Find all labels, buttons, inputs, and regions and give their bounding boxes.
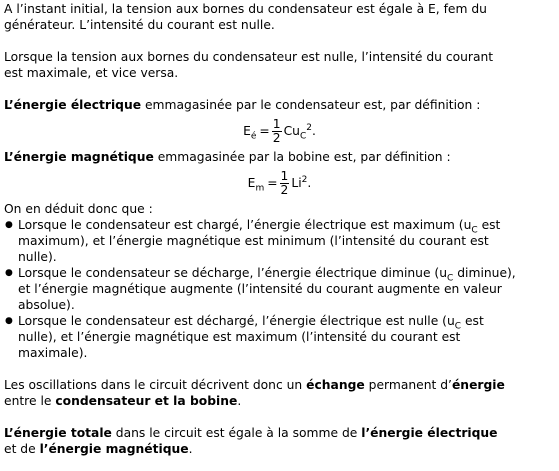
paragraph-tension-intensity [4,49,555,81]
text-line: Lorsque la tension aux bornes du condensateur est nulle, l’intensité du courant [4,50,494,64]
formula-lhs: $E_m$ [247,176,265,194]
text-line: A l’instant initial, la tension aux bornes du condensateur est égale à E, fem du [4,2,487,16]
text-line: générateur. L’intensité du courant est nulle. [4,18,275,32]
formula-magnetic-energy [4,165,555,201]
list-item-discharged: ● Lorsque le condensateur est déchargé, l’énergie électrique est nulle ($u_C$ est nulle), et l’énergie magnétique est maximum (l’intensité du courant est maximale). [4,313,555,361]
bold-term: énergie [451,378,505,392]
formula-electric-energy [4,113,555,149]
bold-term: condensateur et la bobine [55,394,238,408]
formula-equals: = [267,176,278,190]
formula-equals: = [259,124,270,138]
text-segment: emmagasinée par la bobine est, par définition : [153,150,451,164]
text-segment: emmagasinée par le condensateur est, par définition : [141,98,481,112]
paragraph-initial-state [4,1,555,33]
paragraph-conclusion-intro: On en déduit donc que : [4,202,153,216]
list-item-discharging: ● Lorsque le condensateur se décharge, l’énergie électrique diminue ($u_C$ diminue), et l’énergie magnétique augmente (l’intensité du courant augmente en valeur absolue). [4,265,555,313]
formula-rhs: $Cu_C^2$. [283,122,316,142]
bold-term: l’énergie électrique [361,426,498,440]
bullet-list [4,217,555,361]
paragraph-magnetic-energy [4,149,555,165]
paragraph-total-energy: L’énergie totale dans le circuit est égale à la somme de l’énergie électrique et de l’énergie magnétique. [4,426,498,456]
paragraph-oscillations: Les oscillations dans le circuit décrivent donc un échange permanent d’énergie entre le condensateur et la bobine. [4,378,505,408]
fraction-one-half: $\frac{1}{2}$ [272,116,281,145]
bold-term: l’énergie magnétique [39,442,189,456]
bold-term: échange [306,378,365,392]
document-body [4,1,555,457]
bold-term: L’énergie totale [4,426,112,440]
text-line: est maximale, et vice versa. [4,66,179,80]
paragraph-electric-energy [4,97,555,113]
formula-rhs: Li$^2$. [291,174,312,190]
bold-term: L’énergie magnétique [4,150,154,164]
bold-term: L’énergie électrique [4,98,142,112]
list-item-charged: ● Lorsque le condensateur est chargé, l’énergie électrique est maximum ($u_C$ est maximum), et l’énergie magnétique est minimum (l’intensité du courant est nulle). [4,217,555,265]
fraction-one-half: $\frac{1}{2}$ [280,168,289,197]
formula-lhs: $E_é$ [243,124,257,142]
